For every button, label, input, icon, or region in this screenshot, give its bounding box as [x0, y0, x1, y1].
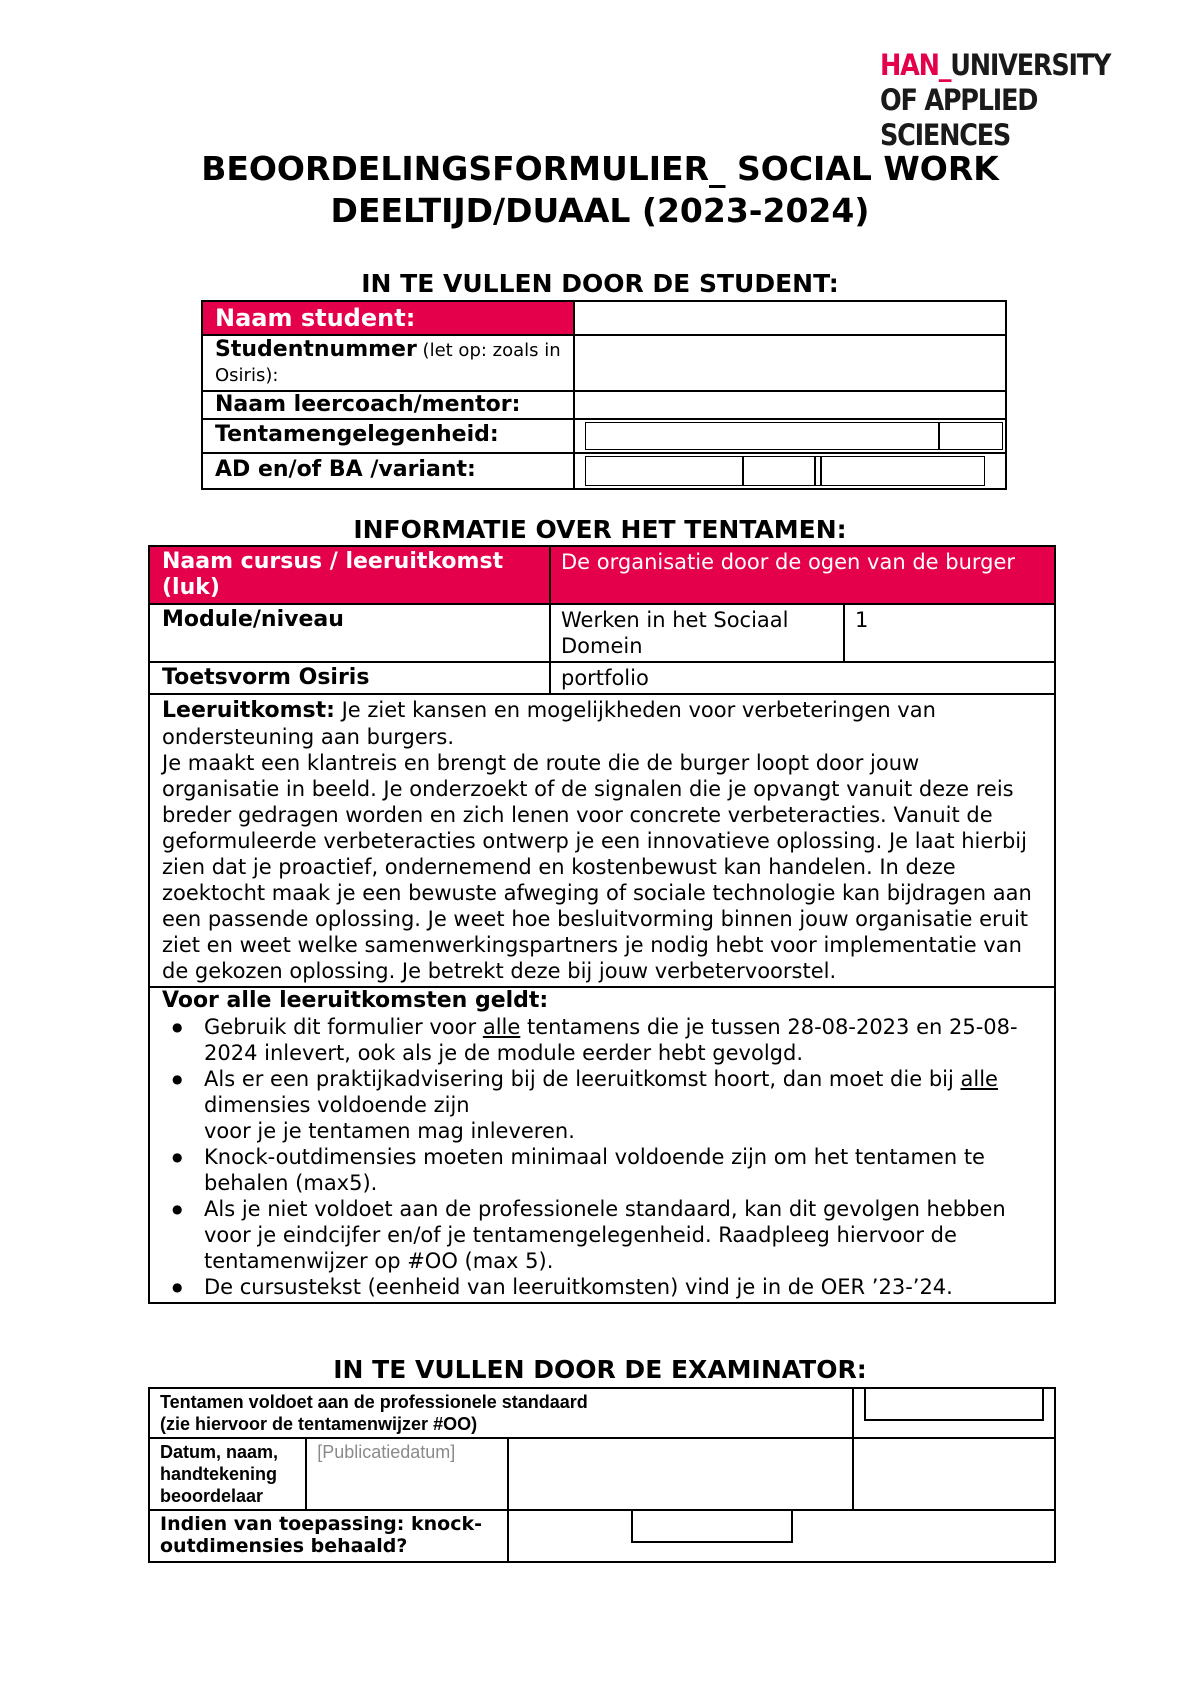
- variant-label: AD en/of BA /variant:: [202, 453, 574, 489]
- rules-heading: Voor alle leeruitkomsten geldt:: [162, 988, 549, 1013]
- rule-item: ● Gebruik dit formulier voor alle tentamens die je tussen 28-08-2023 en 25-08-2024 inlevert, ook als je de module eerder hebt gevolgd.: [204, 1014, 1042, 1066]
- module-value: Werken in het Sociaal Domein: [550, 604, 844, 662]
- assessor-date-field[interactable]: [306, 1438, 508, 1510]
- learning-outcome-label: Leeruitkomst:: [162, 698, 335, 723]
- course-label: Naam cursus / leeruitkomst (luk): [149, 546, 550, 604]
- knockout-field[interactable]: [508, 1510, 1055, 1562]
- publication-date-placeholder: [Publicatiedatum]: [317, 1442, 456, 1462]
- student-section-heading: IN TE VULLEN DOOR DE STUDENT:: [361, 269, 839, 298]
- han-logo: [880, 48, 1162, 153]
- assessor-signature-field[interactable]: [508, 1438, 852, 1510]
- student-name-field[interactable]: [574, 301, 1006, 335]
- student-number-label-cell: [202, 335, 574, 391]
- rules-cell: [149, 987, 1055, 1303]
- learning-outcome-text: Je maakt een klantreis en brengt de route die de burger loopt door jouw organisatie in beeld. Je onderzoekt of de signalen die je opvangt vanuit deze reis breder gedragen worden en zich lenen voor concrete verbeteracties. Vanuit de geformuleerde verbeteracties ontwerp je een innovatieve oplossing. Je laat hierbij zien dat je proactief, ondernemend en kostenbewust kan handelen. In deze zoektocht maak je een bewuste afweging of sociale technologie kan bijdragen aan een passende oplossing. Je weet hoe besluitvorming binnen jouw organisatie eruit ziet en weet welke samenwerkingspartners je nodig hebt voor implementatie van de gekozen oplossing. Je betrekt deze bij jouw verbetervoorstel.: [162, 751, 1032, 983]
- logo-han: HAN_: [880, 48, 951, 82]
- rule-item: ● Als er een praktijkadvisering bij de leeruitkomst hoort, dan moet die bij alle dimensies voldoende zijn voor je je tentamen mag inleveren.: [204, 1066, 1042, 1144]
- module-label: Module/niveau: [149, 604, 550, 662]
- student-number-note: (let op: zoals in Osiris):: [215, 340, 561, 386]
- knockout-box[interactable]: [631, 1511, 793, 1543]
- knockout-label: Indien van toepassing: knock-outdimensies behaald?: [149, 1510, 508, 1562]
- rule-item: ● Knock-outdimensies moeten minimaal voldoende zijn om het tentamen te behalen (max5).: [204, 1144, 1042, 1196]
- exam-opportunity-box-2[interactable]: [939, 422, 1003, 450]
- variant-box-1[interactable]: [585, 456, 743, 486]
- variant-box-2[interactable]: [743, 456, 815, 486]
- examiner-table: [148, 1387, 1056, 1563]
- exam-opportunity-label: Tentamengelegenheid:: [202, 419, 574, 453]
- examiner-section-heading: IN TE VULLEN DOOR DE EXAMINATOR:: [333, 1355, 867, 1384]
- student-name-label: Naam student:: [202, 301, 574, 335]
- variant-box-4[interactable]: [821, 456, 985, 486]
- exam-opportunity-field[interactable]: [574, 419, 1006, 453]
- learning-outcome-intro: Je ziet kansen en mogelijkheden voor verbeteringen van ondersteuning aan burgers.: [162, 698, 936, 749]
- rule-item: ● Als je niet voldoet aan de professionele standaard, kan dit gevolgen hebben voor je eindcijfer en/of je tentamengelegenheid. Raadpleeg hiervoor de tentamenwijzer op #OO (max 5).: [204, 1196, 1042, 1274]
- assessor-label: Datum, naam, handtekening beoordelaar: [149, 1438, 306, 1510]
- student-table: [201, 300, 1007, 490]
- student-number-label: Studentnummer: [215, 337, 417, 362]
- test-form-label: Toetsvorm Osiris: [149, 662, 550, 694]
- coach-label: Naam leercoach/mentor:: [202, 391, 574, 419]
- logo-university: UNIVERSITY: [950, 48, 1111, 82]
- professional-standard-field[interactable]: [853, 1388, 1055, 1438]
- course-value: De organisatie door de ogen van de burger: [550, 546, 1055, 604]
- professional-standard-label: Tentamen voldoet aan de professionele standaard: [160, 1392, 588, 1412]
- professional-standard-note: (zie hiervoor de tentamenwijzer #OO): [160, 1414, 478, 1434]
- assessor-extra-field[interactable]: [853, 1438, 1055, 1510]
- rule-item: ● De cursustekst (eenheid van leeruitkomsten) vind je in de OER ’23-’24.: [204, 1274, 1042, 1300]
- info-section-heading: INFORMATIE OVER HET TENTAMEN:: [353, 515, 847, 544]
- test-form-value: portfolio: [550, 662, 1055, 694]
- student-number-field[interactable]: [574, 335, 1006, 391]
- info-table: [148, 545, 1056, 1304]
- rules-list: [162, 1014, 1042, 1300]
- professional-standard-box[interactable]: [864, 1389, 1044, 1421]
- learning-outcome-cell: [149, 694, 1055, 987]
- exam-opportunity-box-1[interactable]: [585, 422, 939, 450]
- level-value: 1: [844, 604, 1055, 662]
- page-title: [0, 148, 1200, 232]
- title-line-1: BEOORDELINGSFORMULIER_ SOCIAL WORK: [201, 149, 999, 188]
- logo-applied-sciences: OF APPLIED SCIENCES: [880, 83, 1038, 152]
- title-line-2: DEELTIJD/DUAAL (2023-2024): [330, 191, 870, 230]
- variant-field[interactable]: [574, 453, 1006, 489]
- professional-standard-cell: [149, 1388, 853, 1438]
- coach-field[interactable]: [574, 391, 1006, 419]
